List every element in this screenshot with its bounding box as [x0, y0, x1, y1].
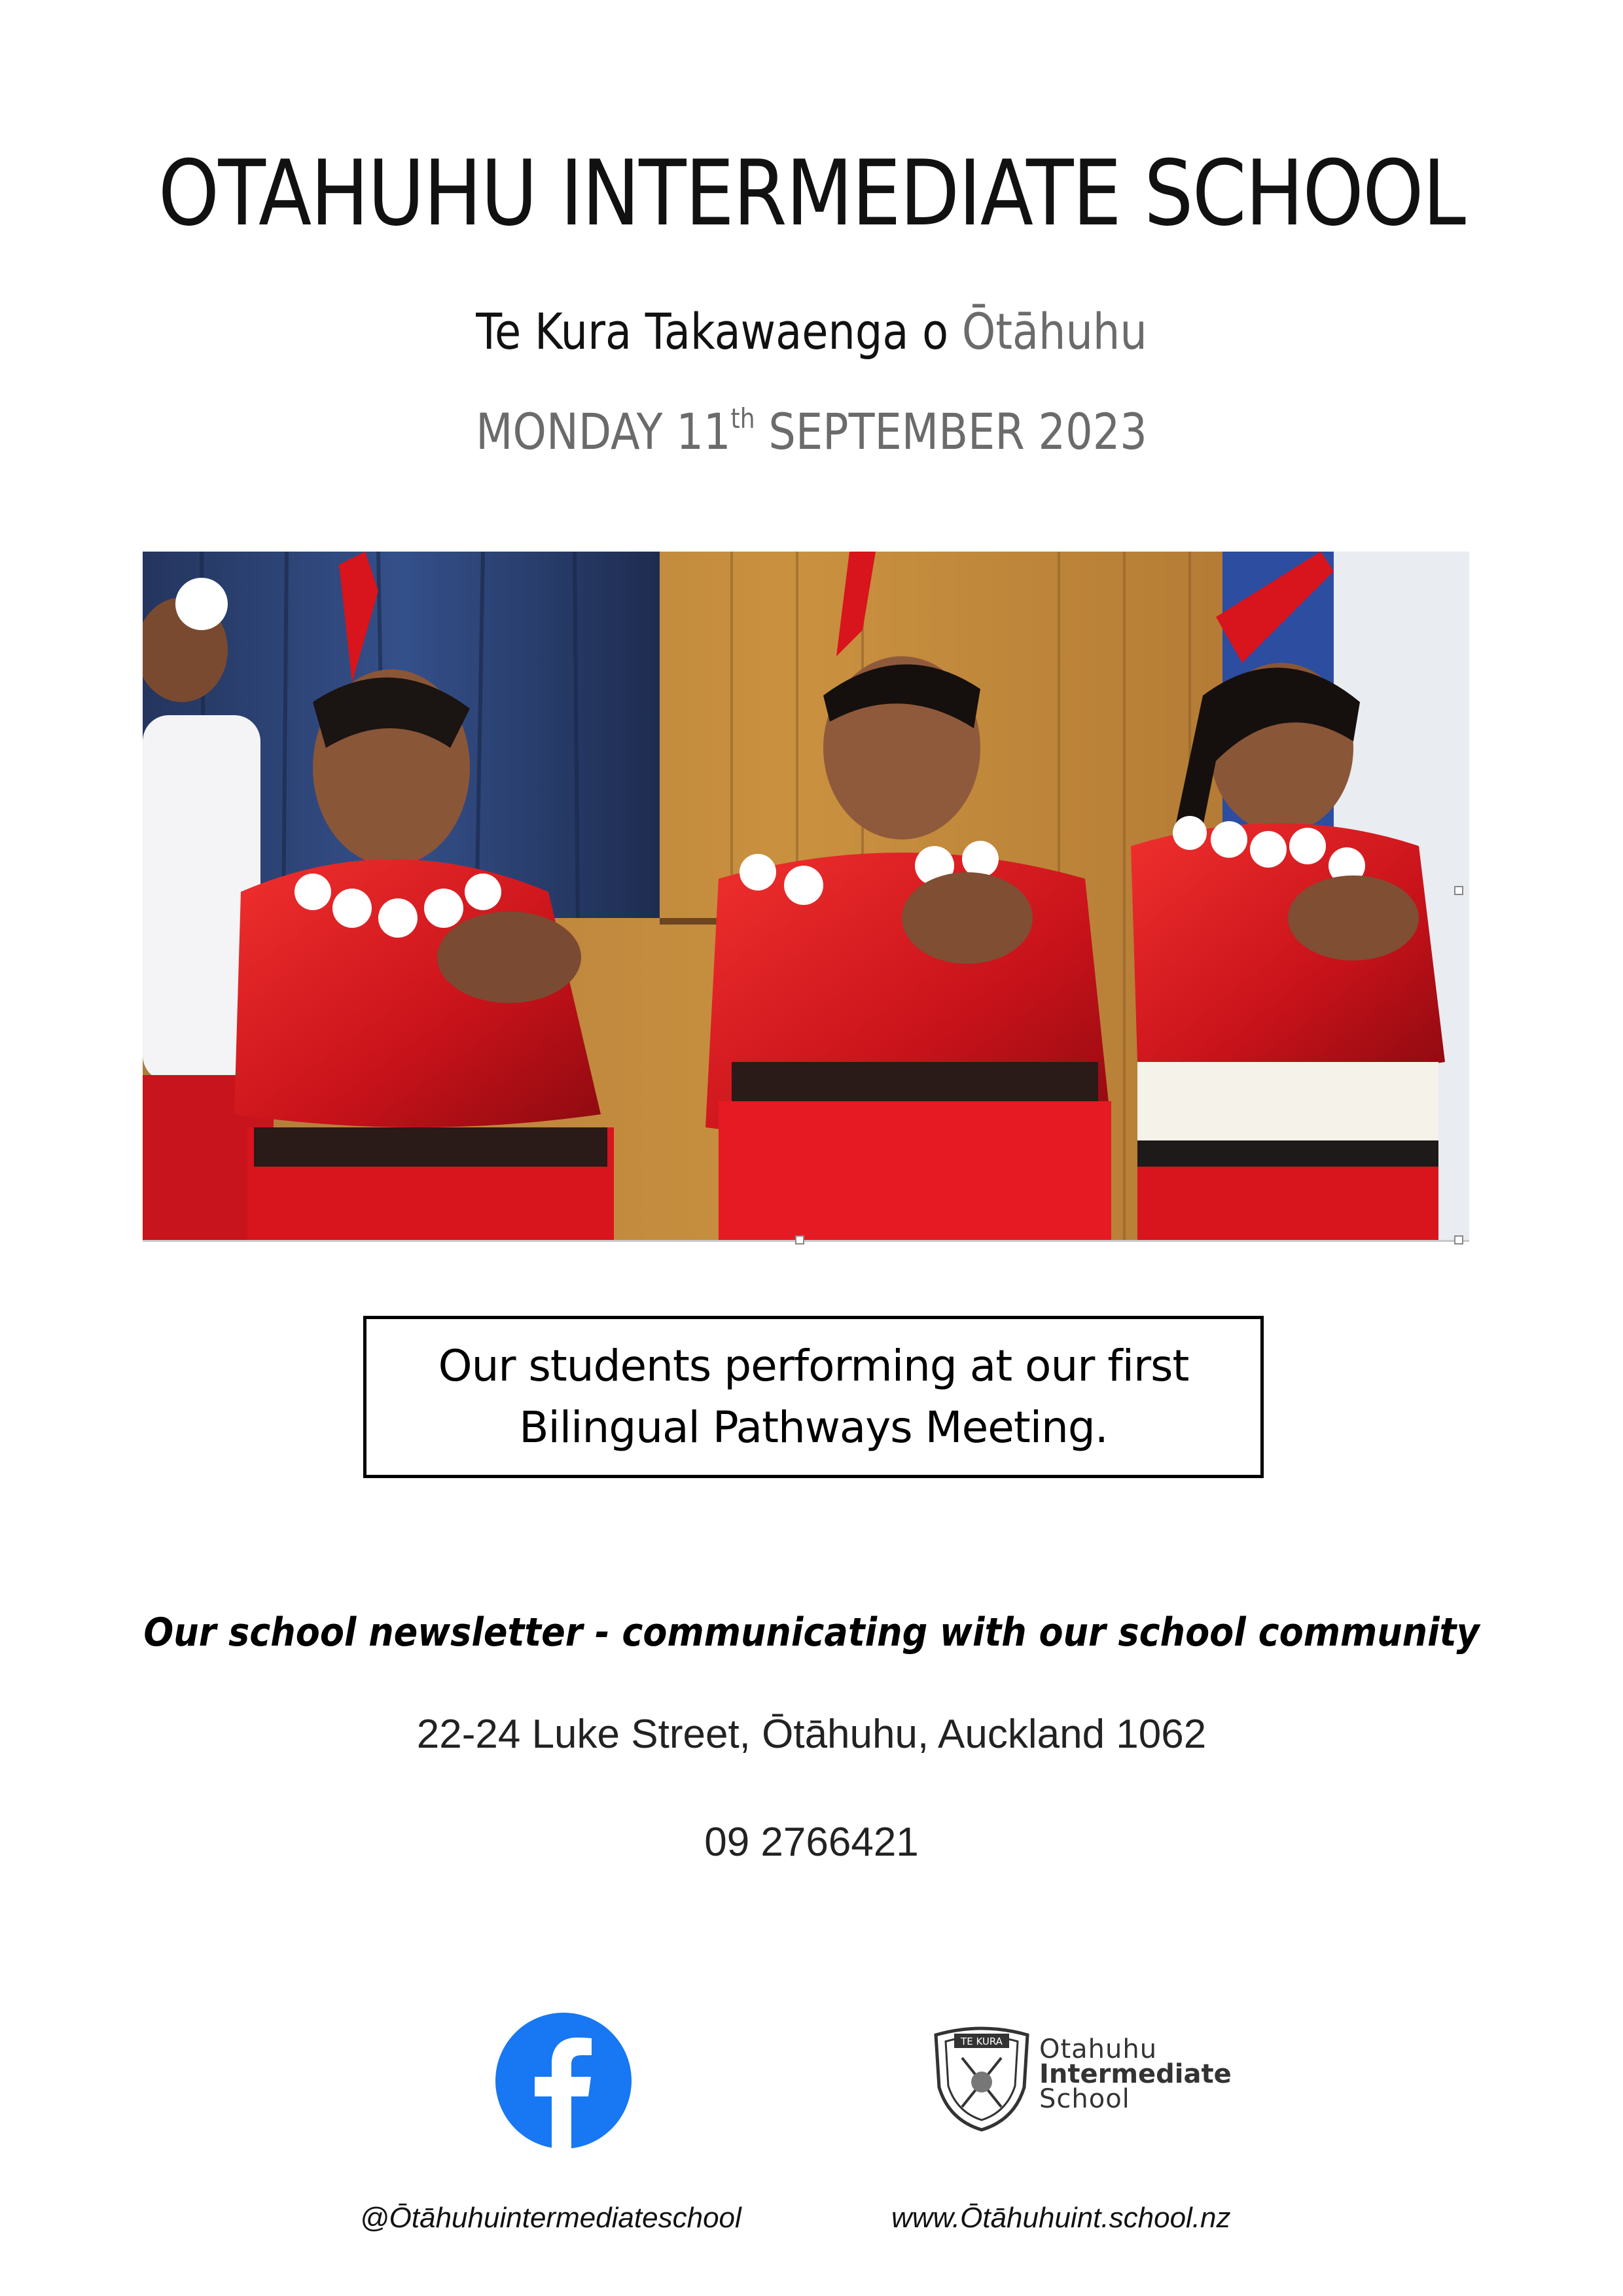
date-ordinal: th: [730, 402, 755, 434]
caption-line-2: Bilingual Pathways Meeting.: [519, 1402, 1108, 1453]
image-resize-handle: [1454, 886, 1463, 895]
newsletter-date: [114, 402, 1510, 461]
logo-wordmark: [1039, 2034, 1232, 2114]
performers-photo: [143, 552, 1469, 1242]
subtitle-place: Ōtāhuhu: [961, 302, 1147, 361]
logo-line-1: Otahuhu: [1039, 2034, 1158, 2064]
facebook-icon[interactable]: [495, 2013, 632, 2149]
school-address: 22-24 Luke Street, Ōtāhuhu, Auckland 1062: [416, 1712, 1207, 1757]
facebook-handle[interactable]: @Ōtāhuhuintermediateschool: [360, 2202, 741, 2234]
caption-line-1: Our students performing at our first: [438, 1341, 1189, 1391]
crest-text: TE KURA: [961, 2036, 1003, 2047]
logo-line-2: Intermediate: [1039, 2059, 1232, 2089]
school-crest-icon: [929, 2022, 1034, 2133]
school-phone[interactable]: 09 2766421: [704, 1820, 919, 1865]
newsletter-tagline: Our school newsletter - communicating with our school community: [143, 1610, 1480, 1655]
maori-school-name: [114, 302, 1510, 361]
newsletter-title: OTAHUHU INTERMEDIATE SCHOOL: [158, 141, 1465, 246]
subtitle-main: Te Kura Takawaenga o: [476, 302, 962, 361]
logo-line-3: School: [1039, 2084, 1130, 2114]
website-link[interactable]: www.Ōtāhuhuint.school.nz: [891, 2202, 1231, 2234]
photo-caption: [438, 1335, 1189, 1458]
date-rest: SEPTEMBER 2023: [755, 402, 1147, 461]
image-resize-handle: [795, 1235, 804, 1245]
date-prefix: MONDAY 11: [476, 402, 731, 461]
photo-caption-box: [363, 1316, 1264, 1478]
image-resize-handle: [1454, 1235, 1463, 1245]
